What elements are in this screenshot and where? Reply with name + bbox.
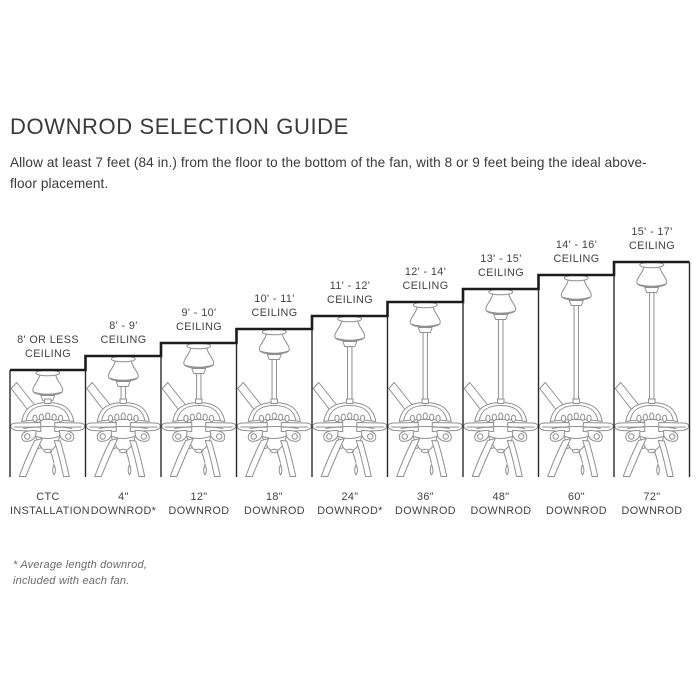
fan-line (53, 465, 56, 475)
fan-line (548, 439, 571, 477)
fan-line (279, 414, 283, 420)
fan-line (209, 415, 213, 421)
fan-line (33, 375, 63, 395)
fan-line (134, 415, 138, 421)
fan-line (203, 414, 207, 420)
fan-line (197, 413, 201, 419)
ceiling-height-label-text: 13' - 15' (480, 253, 522, 265)
fan-line (486, 294, 516, 314)
fan-line (417, 414, 421, 420)
fan-line (478, 434, 483, 439)
fan-line (569, 301, 583, 306)
fan-line (623, 439, 646, 477)
fan-illustration (162, 343, 236, 476)
fan-illustration (313, 316, 387, 476)
fan-line (279, 465, 282, 475)
downrod-size-label (161, 491, 237, 518)
downrod-size-label-text: 60" (567, 491, 586, 503)
ceiling-height-label (161, 307, 237, 334)
fan-line (251, 434, 256, 439)
fan-line (418, 328, 432, 333)
fan-line (492, 414, 496, 420)
fan-line (662, 415, 666, 421)
ceiling-height-label-text: 14' - 16' (555, 239, 598, 251)
fan-line (472, 439, 495, 477)
fan-line (497, 399, 504, 404)
fan-line (33, 415, 37, 421)
ceiling-height-label-text: CEILING (176, 320, 222, 333)
ceiling-height-label-text: 15' - 17' (631, 226, 673, 238)
fan-line (128, 414, 132, 420)
fan-line (176, 434, 181, 439)
footnote-line-1: * Average length downrod, (13, 559, 148, 571)
fan-line (190, 414, 194, 420)
fan-line (594, 434, 599, 439)
downrod-size-label-text: DOWNROD (621, 504, 683, 517)
fan-line (266, 414, 270, 420)
downrod-size-label-text: DOWNROD (168, 504, 230, 517)
downrod-size-label-text: 18" (265, 491, 284, 503)
ceiling-height-label-text: 8' OR LESS (17, 334, 79, 346)
fan-line (583, 441, 598, 477)
fan-line (658, 441, 673, 477)
fan-line (346, 399, 353, 404)
fan-illustration (86, 356, 160, 476)
downrod-size-label (539, 491, 615, 518)
fan-line (197, 374, 201, 402)
fan-line (410, 415, 414, 421)
fan-line (355, 465, 358, 475)
fan-line (436, 415, 440, 421)
footnote-line-2: included with each fan. (13, 574, 130, 587)
downrod-size-label (10, 491, 90, 518)
fan-line (130, 441, 145, 477)
downrod-size-label-text: DOWNROD (546, 504, 607, 517)
ceiling-height-label-text: CEILING (25, 347, 71, 360)
fan-illustration (464, 289, 538, 476)
fan-illustration (539, 275, 613, 476)
downrod-size-label-text: INSTALLATION (10, 504, 90, 517)
fan-line (360, 415, 364, 421)
fan-line (637, 415, 641, 421)
downrod-size-label-text: DOWNROD* (317, 504, 383, 517)
fan-line (423, 413, 427, 419)
footnote (13, 558, 147, 589)
ceiling-height-label (614, 226, 690, 253)
fan-line (285, 415, 289, 421)
downrod-size-label-text: 12" (190, 491, 208, 503)
fan-line (648, 399, 655, 404)
fan-line (25, 434, 30, 439)
fan-line (430, 465, 433, 475)
fan-line (128, 465, 131, 475)
downrod-size-label-text: 24" (341, 491, 359, 503)
fan-line (204, 465, 207, 475)
fan-line (348, 413, 352, 419)
fan-line (494, 315, 508, 320)
fan-line (581, 465, 584, 475)
downrod-size-label-text: 36" (416, 491, 435, 503)
fan-line (499, 413, 503, 419)
fan-line (126, 451, 130, 464)
ceiling-height-label-text: 11' - 12' (329, 280, 371, 292)
fan-line (507, 441, 522, 477)
fan-line (348, 347, 352, 402)
fan-line (277, 451, 281, 464)
fan-line (670, 434, 675, 439)
fan-line (430, 414, 434, 420)
ceiling-height-label (388, 266, 464, 293)
fan-illustration (237, 329, 311, 476)
fan-line (259, 334, 289, 354)
fan-line (581, 414, 585, 420)
fan-line (115, 414, 119, 420)
fan-line (650, 293, 654, 402)
fan-line (650, 413, 654, 419)
fan-line (343, 342, 357, 347)
fan-line (58, 415, 62, 421)
downrod-size-label-text: DOWNROD (244, 504, 305, 517)
ceiling-height-label (86, 320, 162, 347)
fan-line (108, 415, 112, 421)
ceiling-height-label-text: CEILING (478, 266, 524, 279)
ceiling-height-label-text: CEILING (100, 333, 147, 346)
fan-illustration (615, 262, 689, 476)
downrod-size-label-text: DOWNROD (470, 504, 532, 517)
downrod-size-label (237, 491, 313, 518)
fan-line (46, 413, 50, 419)
fan-illustration (11, 370, 85, 476)
fan-line (281, 441, 296, 477)
downrod-size-label-text: DOWNROD* (90, 504, 157, 517)
fan-line (271, 399, 278, 404)
page-title: DOWNROD SELECTION GUIDE (10, 114, 349, 139)
fan-line (511, 415, 515, 421)
fan-line (141, 434, 146, 439)
fan-line (579, 451, 583, 464)
downrod-size-label-text: DOWNROD (395, 504, 456, 517)
fan-line (272, 360, 276, 402)
fan-line (561, 280, 591, 300)
fan-line (356, 441, 371, 477)
fan-line (423, 333, 427, 402)
fan-line (629, 434, 634, 439)
fan-line (397, 439, 420, 477)
fan-line (587, 415, 591, 421)
fan-line (506, 465, 509, 475)
fan-line (292, 434, 297, 439)
fan-line (432, 441, 447, 477)
fan-line (201, 451, 205, 464)
ceiling-height-label (463, 253, 539, 280)
fan-line (573, 399, 580, 404)
fan-line (574, 413, 578, 419)
fan-line (192, 369, 206, 374)
fan-line (120, 399, 127, 404)
fan-line (184, 415, 188, 421)
ceiling-height-label-text: CEILING (553, 252, 600, 265)
fan-line (574, 306, 578, 402)
fan-line (654, 451, 658, 464)
fan-line (443, 434, 448, 439)
fan-line (503, 451, 507, 464)
downrod-size-label-text: CTC (36, 491, 60, 503)
fan-line (553, 434, 558, 439)
fan-line (184, 348, 214, 368)
ceiling-height-label-text: CEILING (251, 306, 298, 319)
downrod-size-label (614, 491, 690, 518)
fan-line (66, 434, 71, 439)
fan-line (121, 413, 125, 419)
ceiling-height-label-text: 8' - 9' (109, 320, 138, 332)
downrod-size-label (312, 491, 388, 518)
fan-line (645, 288, 659, 293)
fan-illustration (388, 302, 462, 476)
fan-line (50, 451, 54, 464)
fan-line (499, 320, 503, 402)
fan-line (95, 439, 118, 477)
ceiling-height-label (10, 334, 86, 361)
fan-line (100, 434, 105, 439)
fan-line (19, 439, 42, 477)
fan-line (561, 415, 565, 421)
fan-line (327, 434, 332, 439)
fan-line (368, 434, 373, 439)
ceiling-height-label (237, 293, 313, 320)
fan-line (505, 414, 509, 420)
fan-line (116, 382, 130, 387)
fan-line (267, 355, 281, 360)
ceiling-height-label-text: 10' - 11' (254, 293, 295, 305)
fan-line (656, 414, 660, 420)
ceiling-height-label-text: CEILING (327, 293, 373, 306)
fan-line (422, 399, 429, 404)
fan-line (170, 439, 193, 477)
fan-line (643, 414, 647, 420)
ceiling-height-label (312, 280, 388, 307)
ceiling-height-label-text: 9' - 10' (181, 307, 217, 319)
fan-line (44, 399, 51, 404)
downrod-size-label-text: 72" (643, 491, 661, 503)
downrod-size-label (86, 491, 162, 518)
downrod-size-label-text: 4" (118, 491, 129, 503)
fan-line (335, 415, 339, 421)
fan-line (246, 439, 269, 477)
downrod-size-label (463, 491, 539, 518)
fan-line (272, 413, 276, 419)
fan-line (321, 439, 344, 477)
downrod-size-label-text: 48" (492, 491, 510, 503)
fan-line (519, 434, 524, 439)
fan-line (341, 414, 345, 420)
fan-line (410, 307, 440, 327)
fan-line (217, 434, 222, 439)
page-description: Allow at least 7 feet (84 in.) from the floor to the bottom of the fan, with 8 or 9 feet being the ideal above-floor placement. (10, 155, 647, 191)
fan-line (335, 321, 365, 341)
fan-line (259, 415, 263, 421)
fan-line (637, 267, 667, 287)
fan-line (108, 361, 138, 381)
ceiling-height-label (539, 239, 615, 266)
fan-line (195, 399, 202, 404)
fan-line (354, 414, 358, 420)
ceiling-height-label-text: CEILING (402, 279, 449, 292)
fan-line (39, 414, 43, 420)
fan-line (54, 441, 69, 477)
downrod-size-label (388, 491, 464, 518)
fan-line (352, 451, 356, 464)
fan-line (657, 465, 660, 475)
fan-line (486, 415, 490, 421)
ceiling-height-label-text: 12' - 14' (404, 266, 447, 278)
ceiling-height-label-text: CEILING (629, 239, 675, 252)
fan-line (568, 414, 572, 420)
fan-line (428, 451, 432, 464)
fan-line (402, 434, 407, 439)
fan-line (205, 441, 220, 477)
fan-line (52, 414, 56, 420)
